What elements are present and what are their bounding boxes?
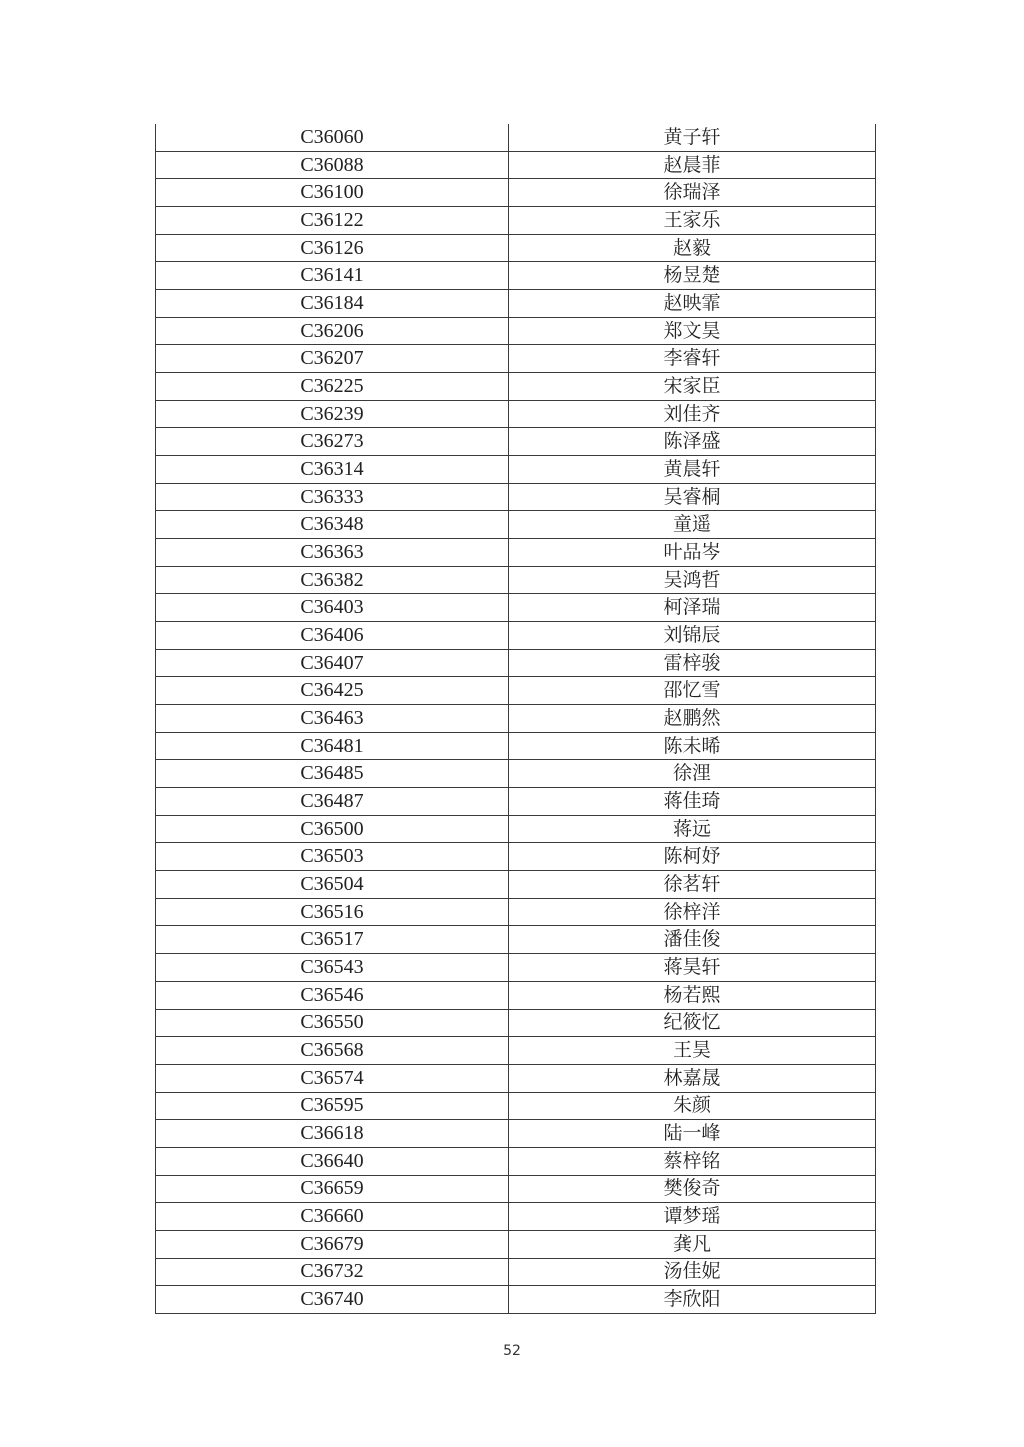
student-name-cell: 童遥: [509, 511, 876, 539]
table-row: [156, 1203, 876, 1231]
student-id-cell: C36273: [156, 428, 509, 456]
student-id-cell: C36516: [156, 898, 509, 926]
table-row: [156, 843, 876, 871]
student-id-cell: C36640: [156, 1147, 509, 1175]
student-id-cell: C36517: [156, 926, 509, 954]
table-row: [156, 1230, 876, 1258]
table-row: [156, 760, 876, 788]
table-row: [156, 373, 876, 401]
table-row: [156, 539, 876, 567]
student-id-cell: C36333: [156, 483, 509, 511]
student-name-cell: 柯泽瑞: [509, 594, 876, 622]
student-name-cell: 雷梓骏: [509, 649, 876, 677]
student-id-cell: C36126: [156, 234, 509, 262]
table-row: [156, 981, 876, 1009]
table-row: [156, 207, 876, 235]
student-id-cell: C36363: [156, 539, 509, 567]
student-id-cell: C36660: [156, 1203, 509, 1231]
table-row: [156, 400, 876, 428]
student-id-cell: C36206: [156, 317, 509, 345]
student-id-cell: C36348: [156, 511, 509, 539]
student-id-cell: C36425: [156, 677, 509, 705]
table-row: [156, 124, 876, 151]
table-row: [156, 815, 876, 843]
student-id-cell: C36500: [156, 815, 509, 843]
student-name-cell: 叶品岑: [509, 539, 876, 567]
table-row: [156, 732, 876, 760]
student-name-cell: 纪筱忆: [509, 1009, 876, 1037]
student-name-cell: 潘佳俊: [509, 926, 876, 954]
student-id-cell: C36225: [156, 373, 509, 401]
table-row: [156, 705, 876, 733]
table-row: [156, 898, 876, 926]
student-name-cell: 杨若熙: [509, 981, 876, 1009]
table-row: [156, 511, 876, 539]
table-row: [156, 677, 876, 705]
table-row: [156, 594, 876, 622]
student-id-cell: C36659: [156, 1175, 509, 1203]
table-row: [156, 1147, 876, 1175]
student-id-cell: C36481: [156, 732, 509, 760]
roster-table: [155, 124, 876, 1314]
student-name-cell: 刘锦辰: [509, 622, 876, 650]
student-name-cell: 郑文昊: [509, 317, 876, 345]
student-name-cell: 赵毅: [509, 234, 876, 262]
student-name-cell: 黄子轩: [509, 124, 876, 151]
student-name-cell: 赵映霏: [509, 290, 876, 318]
student-name-cell: 赵鹏然: [509, 705, 876, 733]
student-id-cell: C36314: [156, 456, 509, 484]
table-row: [156, 290, 876, 318]
student-name-cell: 李欣阳: [509, 1286, 876, 1314]
table-row: [156, 622, 876, 650]
student-id-cell: C36406: [156, 622, 509, 650]
student-name-cell: 吴睿桐: [509, 483, 876, 511]
student-id-cell: C36463: [156, 705, 509, 733]
student-name-cell: 杨昱楚: [509, 262, 876, 290]
table-row: [156, 456, 876, 484]
student-id-cell: C36679: [156, 1230, 509, 1258]
student-id-cell: C36141: [156, 262, 509, 290]
student-id-cell: C36504: [156, 871, 509, 899]
student-id-cell: C36184: [156, 290, 509, 318]
student-id-cell: C36574: [156, 1064, 509, 1092]
student-id-cell: C36239: [156, 400, 509, 428]
table-row: [156, 345, 876, 373]
table-row: [156, 788, 876, 816]
student-id-cell: C36100: [156, 179, 509, 207]
student-name-cell: 陈泽盛: [509, 428, 876, 456]
student-id-cell: C36595: [156, 1092, 509, 1120]
table-row: [156, 566, 876, 594]
student-name-cell: 邵忆雪: [509, 677, 876, 705]
student-id-cell: C36403: [156, 594, 509, 622]
student-id-cell: C36407: [156, 649, 509, 677]
table-row: [156, 428, 876, 456]
student-id-cell: C36546: [156, 981, 509, 1009]
table-row: [156, 1286, 876, 1314]
table-row: [156, 954, 876, 982]
student-name-cell: 林嘉晟: [509, 1064, 876, 1092]
student-id-cell: C36618: [156, 1120, 509, 1148]
table-row: [156, 1009, 876, 1037]
table-row: [156, 649, 876, 677]
student-name-cell: 吴鸿哲: [509, 566, 876, 594]
student-name-cell: 陆一峰: [509, 1120, 876, 1148]
student-name-cell: 黄晨轩: [509, 456, 876, 484]
table-row: [156, 483, 876, 511]
student-name-cell: 宋家臣: [509, 373, 876, 401]
student-id-cell: C36543: [156, 954, 509, 982]
table-row: [156, 1037, 876, 1065]
student-id-cell: C36732: [156, 1258, 509, 1286]
student-name-cell: 徐浬: [509, 760, 876, 788]
table-row: [156, 234, 876, 262]
table-row: [156, 1258, 876, 1286]
student-id-cell: C36060: [156, 124, 509, 151]
student-name-cell: 徐茗轩: [509, 871, 876, 899]
student-name-cell: 朱颜: [509, 1092, 876, 1120]
table-row: [156, 871, 876, 899]
roster-table-body: [156, 124, 876, 1313]
table-row: [156, 1064, 876, 1092]
student-name-cell: 王昊: [509, 1037, 876, 1065]
student-name-cell: 陈未晞: [509, 732, 876, 760]
student-name-cell: 徐瑞泽: [509, 179, 876, 207]
student-name-cell: 蔡梓铭: [509, 1147, 876, 1175]
student-name-cell: 蒋远: [509, 815, 876, 843]
student-id-cell: C36568: [156, 1037, 509, 1065]
student-id-cell: C36740: [156, 1286, 509, 1314]
table-row: [156, 317, 876, 345]
page-number: 52: [503, 1343, 521, 1359]
table-row: [156, 1175, 876, 1203]
table-row: [156, 151, 876, 179]
table-row: [156, 1092, 876, 1120]
student-id-cell: C36122: [156, 207, 509, 235]
student-id-cell: C36207: [156, 345, 509, 373]
student-name-cell: 蒋佳琦: [509, 788, 876, 816]
table-row: [156, 179, 876, 207]
student-id-cell: C36503: [156, 843, 509, 871]
student-name-cell: 李睿轩: [509, 345, 876, 373]
student-id-cell: C36487: [156, 788, 509, 816]
student-name-cell: 王家乐: [509, 207, 876, 235]
student-name-cell: 汤佳妮: [509, 1258, 876, 1286]
student-name-cell: 樊俊奇: [509, 1175, 876, 1203]
table-row: [156, 926, 876, 954]
table-row: [156, 1120, 876, 1148]
student-id-cell: C36382: [156, 566, 509, 594]
student-name-cell: 陈柯妤: [509, 843, 876, 871]
student-name-cell: 谭梦瑶: [509, 1203, 876, 1231]
student-name-cell: 徐梓洋: [509, 898, 876, 926]
student-id-cell: C36550: [156, 1009, 509, 1037]
student-name-cell: 龚凡: [509, 1230, 876, 1258]
student-id-cell: C36485: [156, 760, 509, 788]
student-id-cell: C36088: [156, 151, 509, 179]
student-name-cell: 刘佳齐: [509, 400, 876, 428]
table-row: [156, 262, 876, 290]
student-name-cell: 蒋昊轩: [509, 954, 876, 982]
student-name-cell: 赵晨菲: [509, 151, 876, 179]
